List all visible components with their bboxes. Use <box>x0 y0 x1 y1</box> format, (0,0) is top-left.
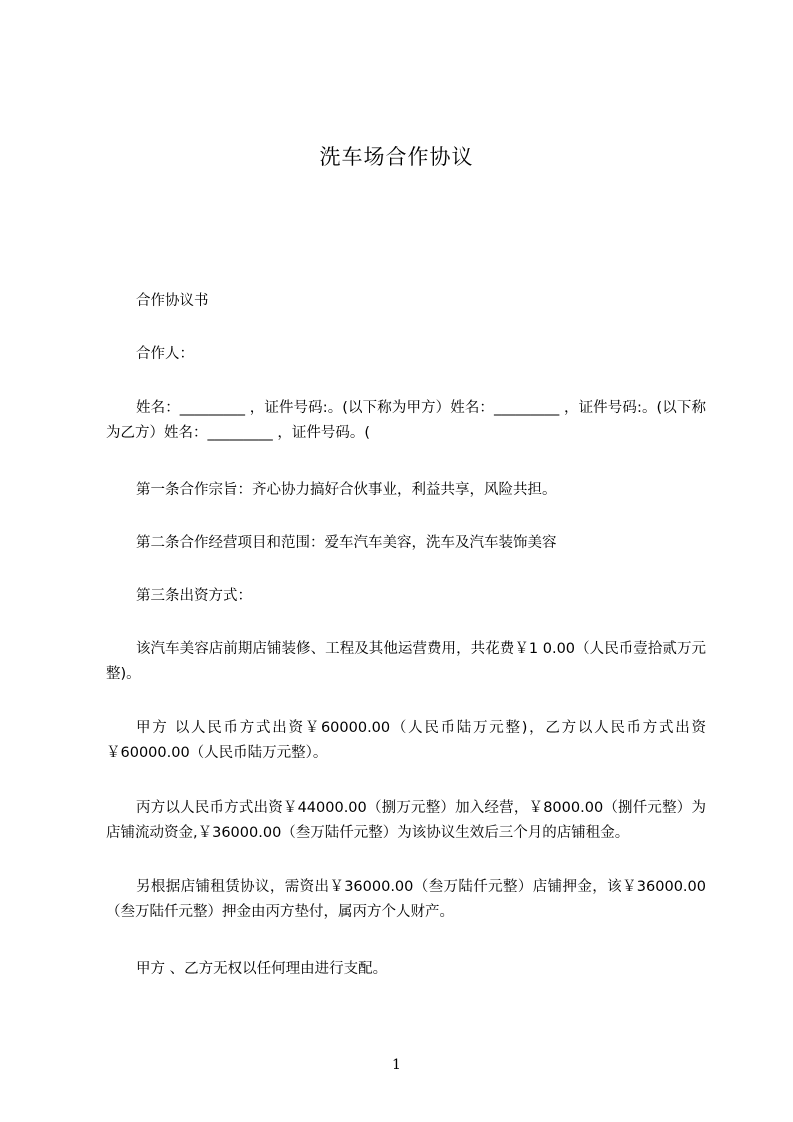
paragraph-party-c-contribution: 丙方以人民币方式出资￥44000.00（捌万元整）加入经营，￥8000.00（捌仟元整）为店铺流动资金,￥36000.00（叁万陆仟元整）为该协议生效后三个月的店铺租金。 <box>106 800 706 841</box>
paragraph-deposit: 另根据店铺租赁协议，需资出￥36000.00（叁万陆仟元整）店铺押金，该￥36000.00（叁万陆仟元整）押金由丙方垫付，属丙方个人财产。 <box>106 879 706 920</box>
paragraph-partners-label: 合作人： <box>136 346 194 362</box>
paragraph-initial-cost: 该汽车美容店前期店铺装修、工程及其他运营费用，共花费￥1 0.00（人民币壹拾贰万元整)。 <box>106 641 706 682</box>
paragraph-article-2: 第二条合作经营项目和范围：爱车汽车美容，洗车及汽车装饰美容 <box>136 535 557 551</box>
document-title: 洗车场合作协议 <box>319 145 474 169</box>
page-number: 1 <box>392 1057 401 1073</box>
paragraph-article-1: 第一条合作宗旨：齐心协力搞好合伙事业，利益共享，风险共担。 <box>136 482 557 498</box>
paragraph-partner-names: 姓名：_________ ，证件号码:。(以下称为甲方）姓名：_________ ，证件号码:。(以下称为乙方）姓名：_________ ，证件号码。( <box>106 400 706 441</box>
paragraph-party-ab-contribution: 甲方 以人民币方式出资￥60000.00（人民币陆万元整)，乙方以人民币方式出资￥60000.00（人民币陆万元整）。 <box>106 720 706 761</box>
paragraph-article-3: 第三条出资方式： <box>136 588 252 604</box>
paragraph-no-disposal-right: 甲方 、乙方无权以任何理由进行支配。 <box>136 961 388 977</box>
paragraph-agreement-heading: 合作协议书 <box>136 293 209 309</box>
